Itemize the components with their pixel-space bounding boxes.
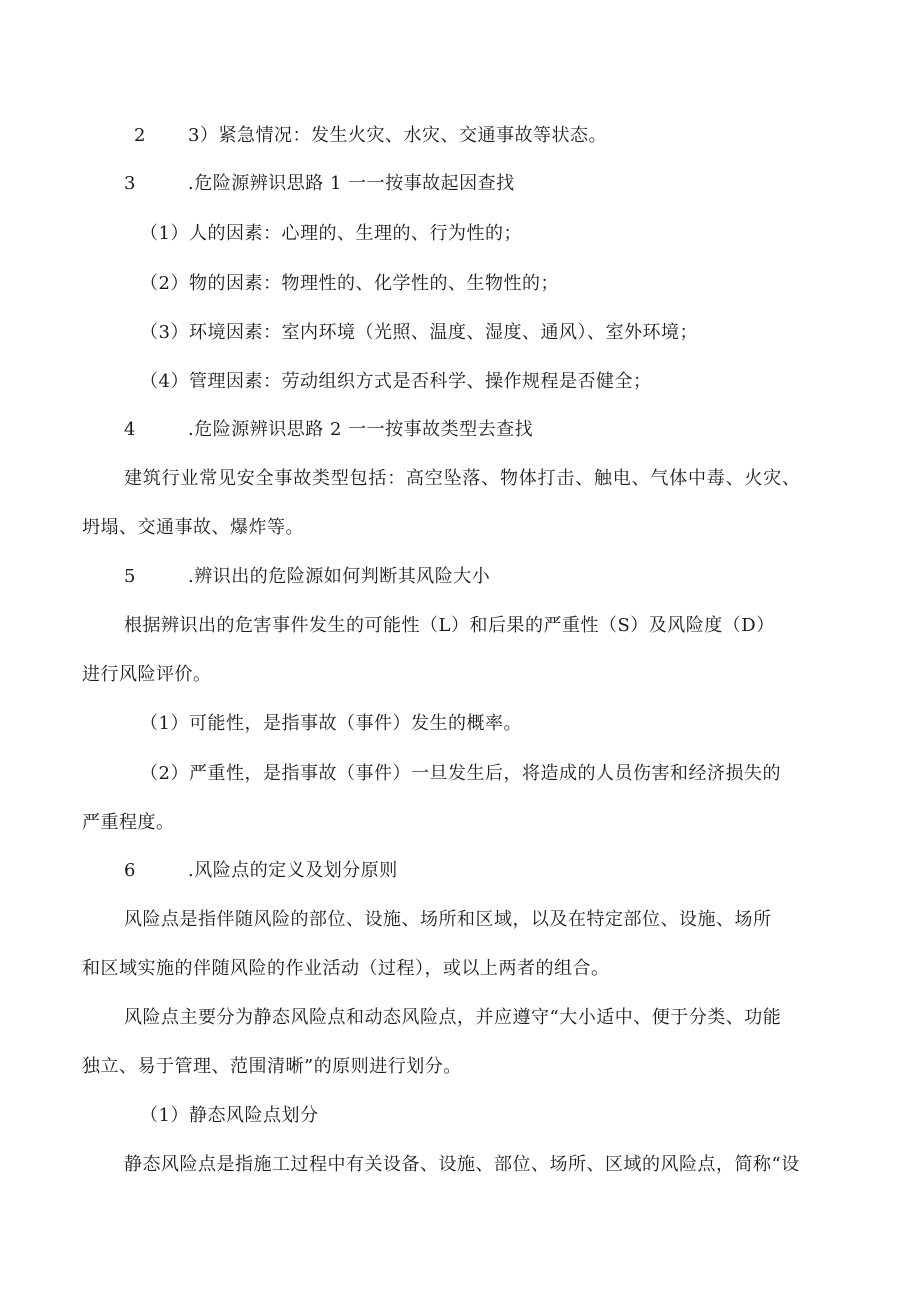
paragraph-line: 风险点主要分为静态风险点和动态风险点，并应遵守“大小适中、便于分类、功能 [124, 1007, 782, 1028]
subsection-heading: （1）静态风险点划分 [140, 1105, 319, 1126]
section-heading: .危险源辨识思路 1 一一按事故起因查找 [188, 173, 515, 194]
section-heading: .辨识出的危险源如何判断其风险大小 [188, 566, 491, 587]
paragraph-line: 和区域实施的伴随风险的作业活动（过程），或以上两者的组合。 [82, 958, 610, 979]
item-number: 2 [134, 125, 146, 146]
paragraph-line: 坍塌、交通事故、爆炸等。 [82, 517, 304, 538]
paragraph-line: （1）人的因素：心理的、生理的、行为性的； [140, 223, 522, 244]
section-number: 5 [124, 566, 136, 587]
section-heading: .危险源辨识思路 2 一一按事故类型去查找 [188, 419, 534, 440]
paragraph-line: （1）可能性，是指事故（事件）发生的概率。 [140, 713, 522, 734]
paragraph-line: 3）紧急情况：发生火灾、水灾、交通事故等状态。 [188, 125, 607, 146]
paragraph-line: 独立、易于管理、范围清晰”的原则进行划分。 [82, 1056, 462, 1077]
paragraph-line: （2）物的因素：物理性的、化学性的、生物性的； [140, 273, 559, 294]
paragraph-line: （3）环境因素：室内环境（光照、温度、湿度、通风）、室外环境； [140, 322, 698, 343]
section-heading: .风险点的定义及划分原则 [188, 860, 398, 881]
paragraph-line: 根据辨识出的危害事件发生的可能性（L）和后果的严重性（S）及风险度（D） [124, 615, 775, 636]
section-number: 3 [124, 173, 136, 194]
paragraph-line: 风险点是指伴随风险的部位、设施、场所和区域，以及在特定部位、设施、场所 [124, 909, 772, 930]
paragraph-line: 进行风险评价。 [82, 664, 212, 685]
paragraph-line: 严重程度。 [82, 812, 175, 833]
section-number: 6 [124, 860, 136, 881]
section-number: 4 [124, 419, 136, 440]
paragraph-line: （2）严重性，是指事故（事件）一旦发生后，将造成的人员伤害和经济损失的 [140, 763, 781, 784]
paragraph-line: 建筑行业常见安全事故类型包括：高空坠落、物体打击、触电、气体中毒、火灾、 [124, 468, 801, 489]
paragraph-line: 静态风险点是指施工过程中有关设备、设施、部位、场所、区域的风险点，简称“设 [124, 1154, 800, 1175]
paragraph-line: （4）管理因素：劳动组织方式是否科学、操作规程是否健全； [140, 371, 652, 392]
